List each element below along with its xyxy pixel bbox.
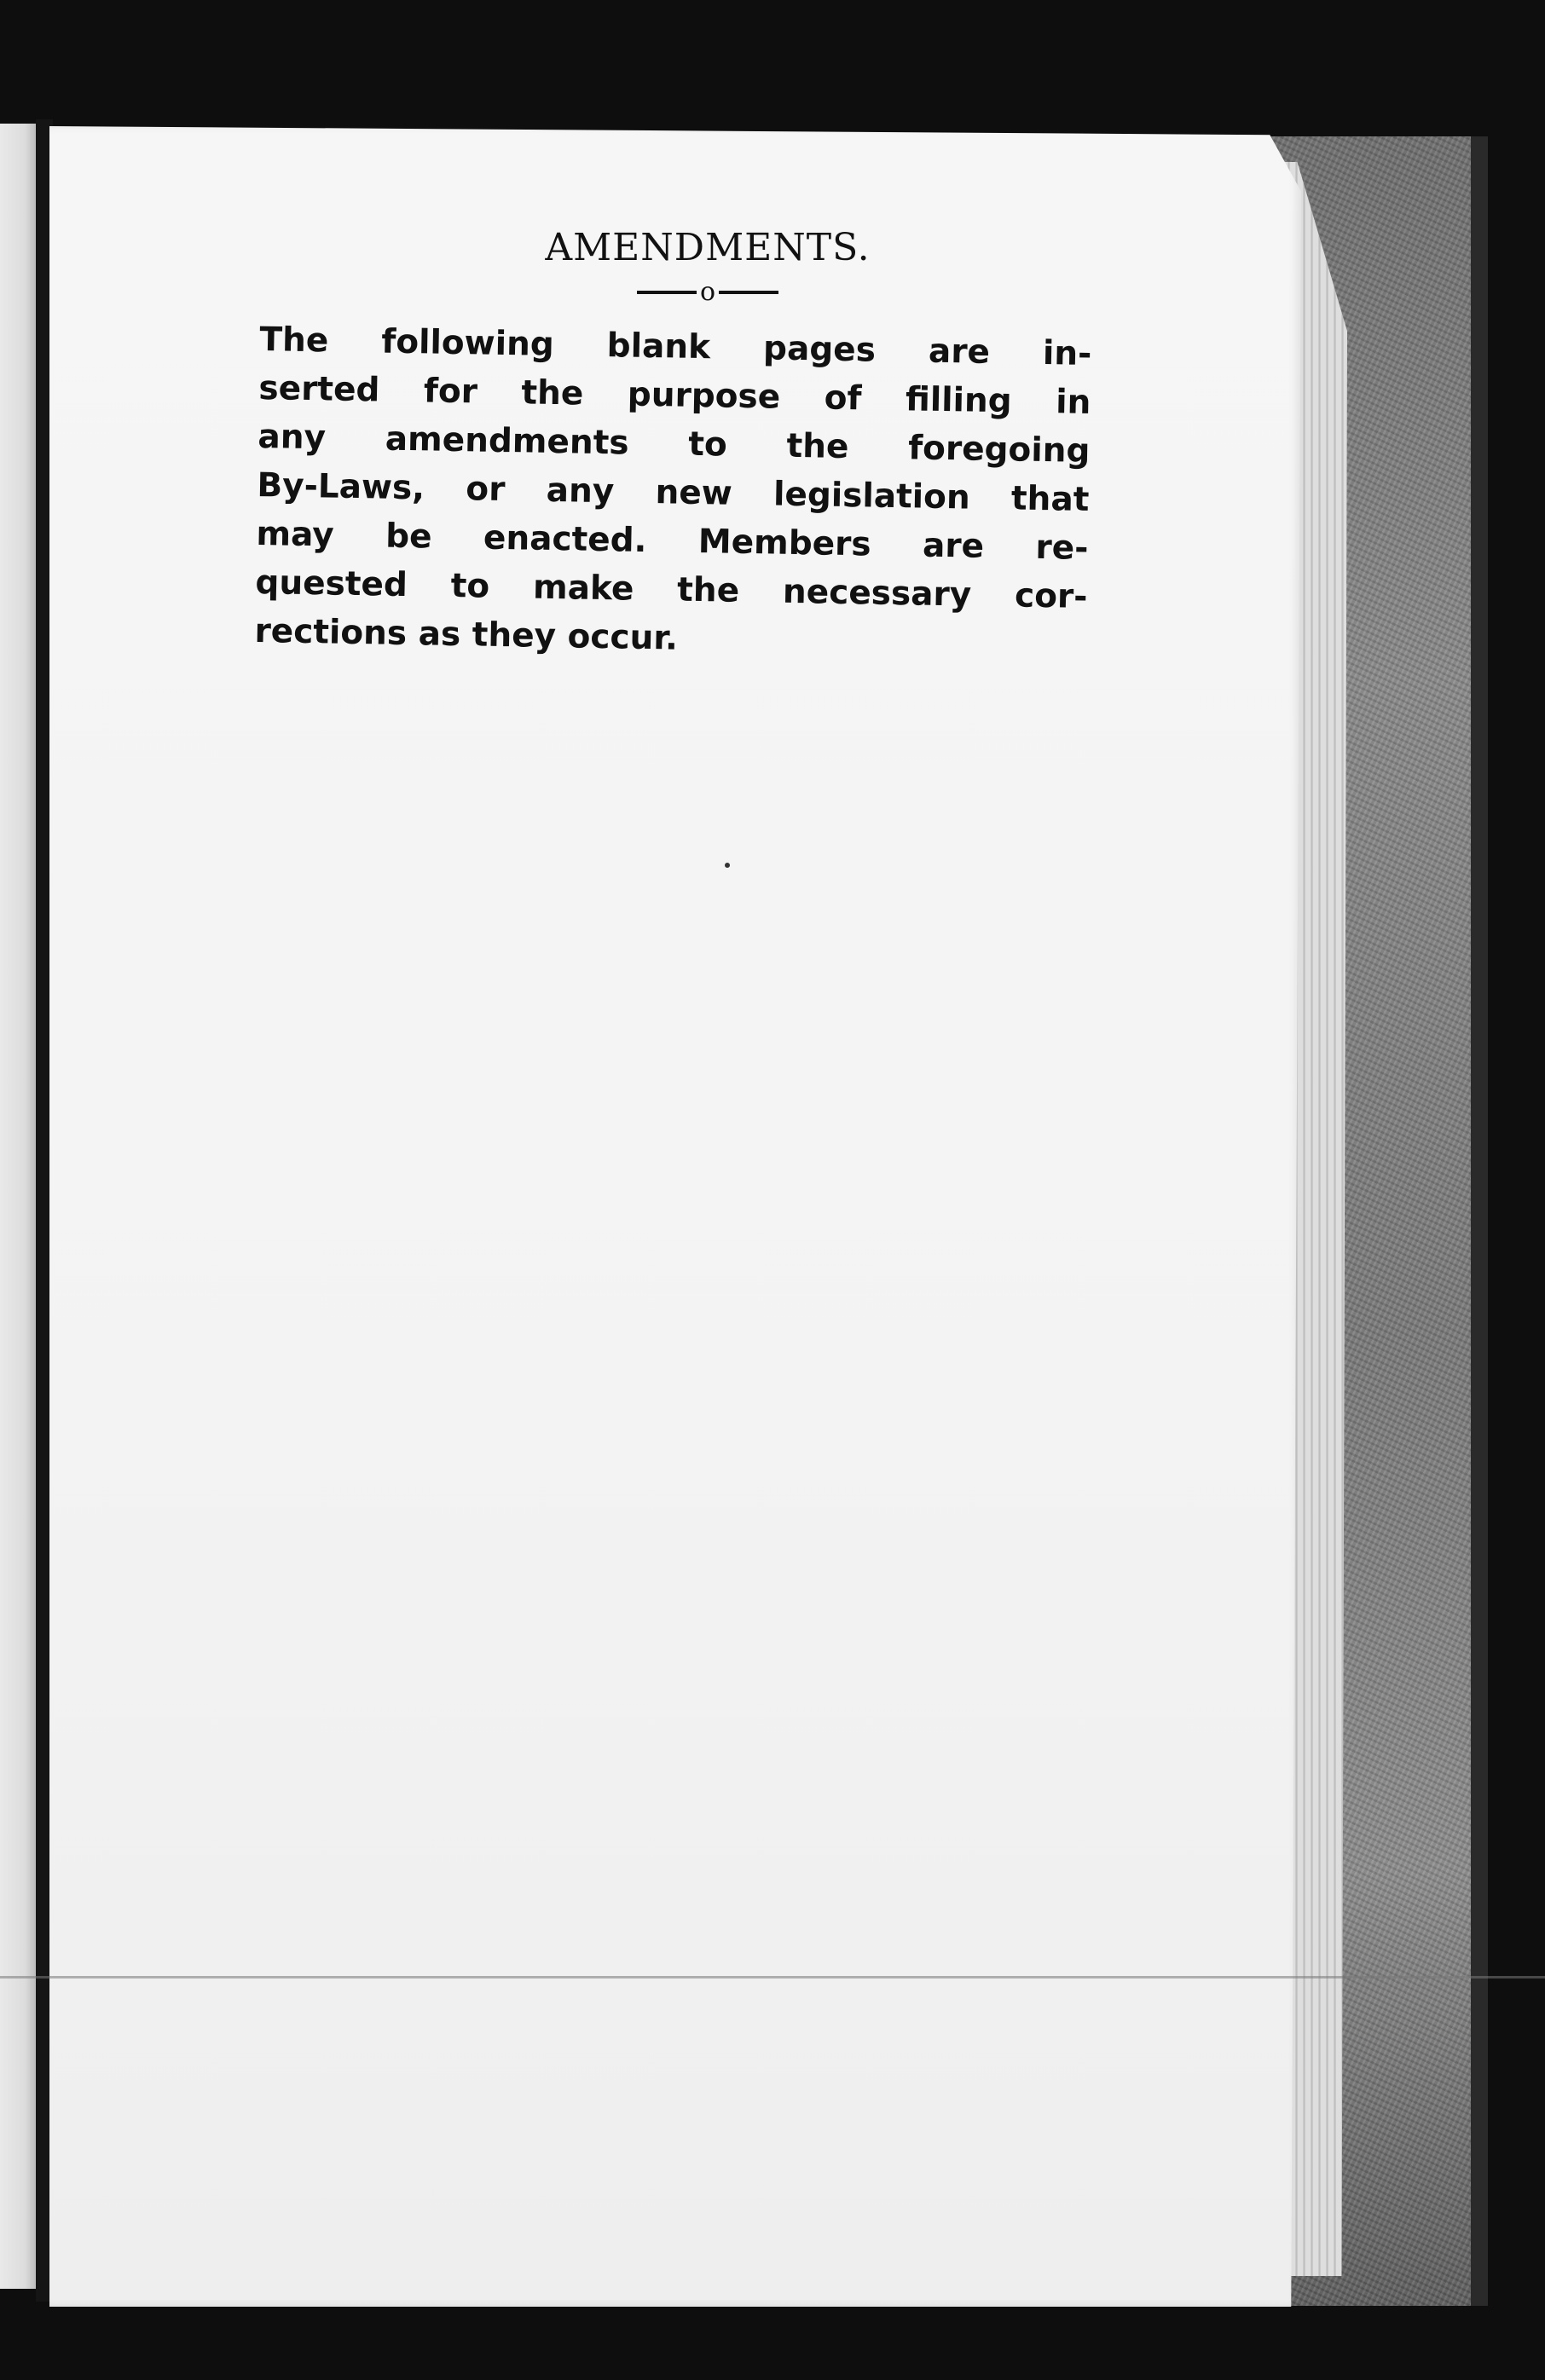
ornament-rule-left (637, 291, 697, 294)
paragraph-line: The following blank pages are in- (259, 320, 1092, 374)
page-heading: AMENDMENTS. (545, 226, 871, 269)
heading-ornament (0, 273, 1415, 308)
page-speck (725, 863, 730, 868)
ornament-rule-right (719, 291, 778, 294)
paragraph-line: may be enacted. Members are re- (256, 514, 1089, 568)
paragraph-line: any amendments to the foregoing (258, 417, 1091, 471)
paragraph-line: serted for the purpose of filling in (258, 368, 1091, 423)
paragraph-line: By-Laws, or any new legislation that (257, 465, 1090, 519)
paragraph-line: quested to make the necessary cor- (255, 563, 1088, 616)
paragraph-line: rections as they occur. (254, 611, 679, 658)
left-page-edge (0, 124, 36, 2289)
book-cover-edge (1471, 136, 1488, 2306)
amendments-paragraph (254, 315, 1092, 670)
scan-artifact-line (0, 1976, 1545, 1979)
ornament-mark: o (699, 277, 716, 307)
